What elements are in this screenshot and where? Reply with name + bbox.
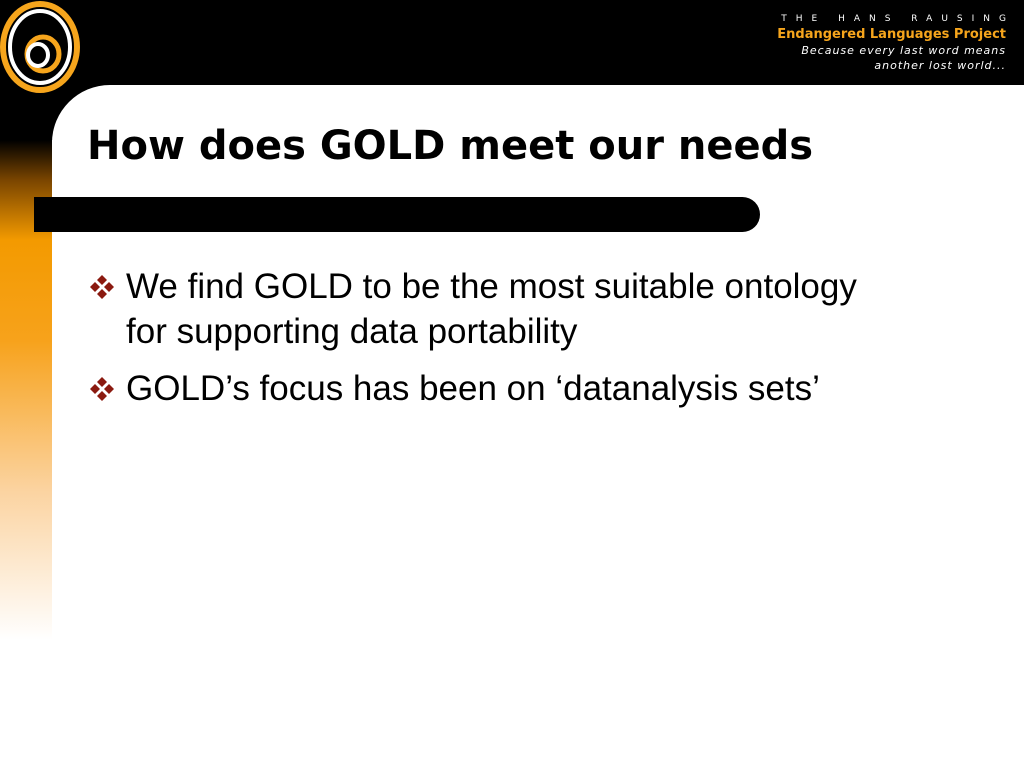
brand-name: Endangered Languages Project — [777, 27, 1006, 42]
bullet-text-line: for supporting data portability — [126, 312, 578, 351]
bullet-text-line: GOLD’s focus has been on ‘datanalysis sets’ — [126, 369, 820, 408]
bullet-list — [88, 264, 988, 423]
brand-block — [706, 12, 1015, 73]
bullet-item — [88, 366, 988, 411]
ring-logo-icon — [0, 0, 84, 96]
brand-tagline-line-1: Because every last word means — [801, 44, 1006, 57]
brand-tagline-line-2: another lost world... — [874, 59, 1006, 72]
four-diamond-bullet-icon — [88, 375, 116, 403]
title-underline-bar — [34, 197, 760, 232]
slide-title: How does GOLD meet our needs — [87, 123, 814, 169]
slide-content-area — [52, 85, 1024, 768]
four-diamond-bullet-icon — [88, 273, 116, 301]
bullet-item — [88, 264, 988, 354]
bullet-text-line: We find GOLD to be the most suitable ontology — [126, 267, 857, 306]
brand-overline: THE HANS RAUSING — [781, 14, 1015, 24]
